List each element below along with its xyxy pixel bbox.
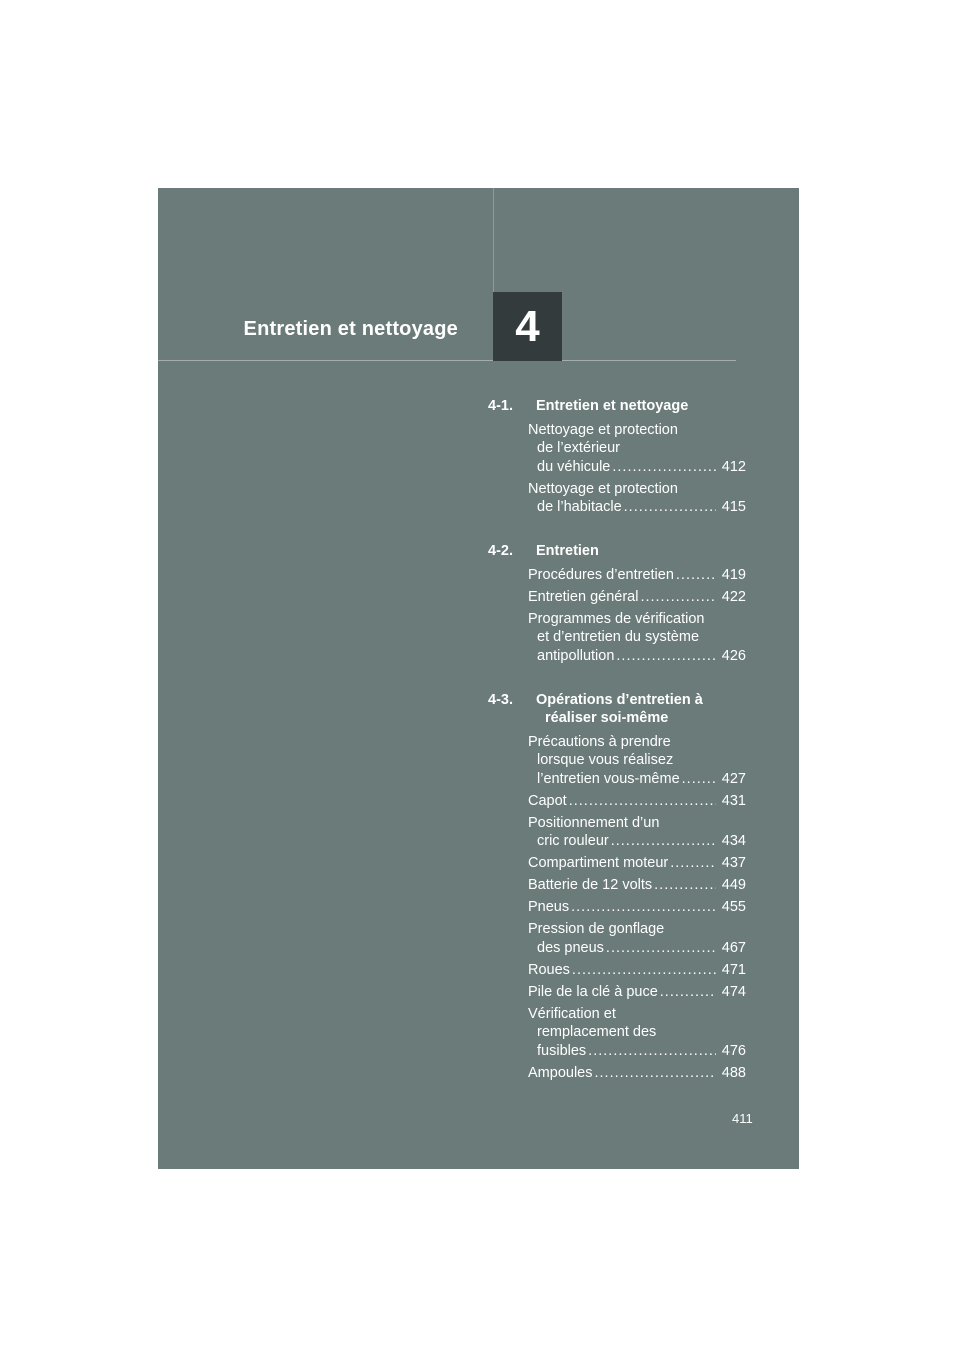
dot-leader <box>588 1042 716 1061</box>
dot-leader <box>572 961 716 980</box>
dot-leader <box>660 983 716 1002</box>
toc-entry-line <box>528 566 746 585</box>
dot-leader <box>569 792 716 811</box>
toc-entry-text: Roues <box>528 961 570 978</box>
chapter-number: 4 <box>493 292 562 361</box>
dot-leader <box>612 458 715 477</box>
toc-entry[interactable] <box>488 1005 746 1061</box>
toc-entry-line <box>528 898 746 917</box>
section-number: 4-2. <box>488 543 513 559</box>
toc-page-number: 437 <box>721 855 746 871</box>
section-title <box>488 397 746 416</box>
toc-entry-line: Vérification et <box>528 1005 616 1022</box>
toc-entry-text: Entretien général <box>528 588 639 605</box>
section-title-line: Entretien <box>536 543 599 559</box>
toc-entry[interactable] <box>488 876 746 895</box>
toc-entry-line: Précautions à prendre <box>528 733 671 750</box>
toc-entry-line: de l’extérieur <box>537 440 621 456</box>
toc-entry-line: Pression de gonflage <box>528 921 665 937</box>
page-number: 411 <box>732 1111 753 1126</box>
toc-entry-line <box>528 876 746 895</box>
toc-entry[interactable] <box>488 566 746 585</box>
section-heading <box>488 542 746 561</box>
section-number: 4-1. <box>488 398 513 414</box>
toc-entry-text: antipollution <box>537 647 615 664</box>
toc-entry[interactable] <box>488 814 746 851</box>
toc-entry-line <box>528 458 746 477</box>
toc-entry[interactable] <box>488 1064 746 1083</box>
section-title <box>488 691 746 728</box>
toc-entry[interactable] <box>488 733 746 789</box>
section-heading <box>488 691 746 728</box>
dot-leader <box>640 588 715 607</box>
toc-page-number: 449 <box>721 877 746 893</box>
toc-page-number: 434 <box>721 833 746 849</box>
toc-entry-line <box>528 939 746 958</box>
toc-page-number: 471 <box>721 961 746 978</box>
divider-vertical <box>493 188 494 292</box>
toc-entry[interactable] <box>488 421 746 477</box>
toc-page-number: 474 <box>721 983 746 1000</box>
toc-entry-text: du véhicule <box>537 458 611 475</box>
chapter-title: Entretien et nettoyage <box>243 318 458 340</box>
toc-entry-text: cric rouleur <box>537 833 609 849</box>
dot-leader <box>654 876 716 895</box>
toc-entry-line <box>528 498 746 517</box>
toc-entry[interactable] <box>488 983 746 1002</box>
toc-entry-line <box>528 647 746 666</box>
toc-entry[interactable] <box>488 792 746 811</box>
toc-entry-line: Positionnement d’un <box>528 814 660 831</box>
toc-entry-text: fusibles <box>537 1042 587 1059</box>
divider-horizontal <box>158 360 736 361</box>
section-gap <box>488 669 746 691</box>
section-title-line: Opérations d’entretien à <box>536 691 703 708</box>
dot-leader <box>676 566 716 585</box>
dot-leader <box>670 854 716 873</box>
section-heading <box>488 397 746 416</box>
toc-entry-line <box>528 1042 746 1061</box>
dot-leader <box>606 939 716 958</box>
dot-leader <box>594 1064 715 1083</box>
toc-entry-line: Nettoyage et protection <box>528 480 678 497</box>
toc-entry-line: lorsque vous réalisez <box>537 752 674 768</box>
toc-entry[interactable] <box>488 480 746 517</box>
toc-entry-text: Pile de la clé à puce <box>528 983 658 1000</box>
section-title-line: Entretien et nettoyage <box>536 398 689 414</box>
toc-entry[interactable] <box>488 610 746 666</box>
toc-entry[interactable] <box>488 920 746 957</box>
toc-entry-line <box>528 983 746 1002</box>
toc-entry[interactable] <box>488 898 746 917</box>
toc-page-number: 422 <box>721 588 746 605</box>
toc-entry-line <box>528 854 746 873</box>
dot-leader <box>611 832 716 851</box>
toc-entry-text: Capot <box>528 792 567 809</box>
dot-leader <box>682 770 716 789</box>
toc-page-number: 476 <box>721 1042 746 1059</box>
toc-page-number: 427 <box>721 770 746 787</box>
toc-entry-line <box>528 832 746 851</box>
toc-page-number: 412 <box>721 458 746 475</box>
table-of-contents <box>488 397 746 1086</box>
section-title-line: réaliser soi-même <box>545 710 669 726</box>
toc-entry-line <box>528 961 746 980</box>
toc-entry[interactable] <box>488 588 746 607</box>
toc-entry-line <box>528 1064 746 1083</box>
dot-leader <box>571 898 716 917</box>
toc-entry-text: Pneus <box>528 899 570 915</box>
toc-entry-line: et d’entretien du système <box>537 629 700 645</box>
toc-entry-line: remplacement des <box>537 1024 657 1040</box>
toc-entry[interactable] <box>488 961 746 980</box>
toc-entry-text: de l’habitacle <box>537 499 622 515</box>
toc-entry-text: Batterie de 12 volts <box>528 877 653 893</box>
toc-page-number: 455 <box>721 899 746 915</box>
section-gap <box>488 520 746 542</box>
section-number: 4-3. <box>488 691 513 708</box>
toc-page-number: 488 <box>721 1064 746 1081</box>
toc-entry-text: l’entretien vous-même <box>537 770 680 787</box>
toc-entry-text: des pneus <box>537 939 604 956</box>
toc-page-number: 415 <box>721 499 746 515</box>
toc-entry-text: Compartiment moteur <box>528 855 669 871</box>
toc-entry-line <box>528 792 746 811</box>
toc-entry-text: Procédures d’entretien <box>528 566 674 583</box>
toc-entry-line <box>528 770 746 789</box>
toc-entry-text: Ampoules <box>528 1064 593 1081</box>
toc-entry[interactable] <box>488 854 746 873</box>
toc-page-number: 426 <box>721 647 746 664</box>
toc-entry-line: Nettoyage et protection <box>528 421 678 438</box>
toc-page-number: 419 <box>721 566 746 583</box>
toc-entry-line: Programmes de vérification <box>528 610 705 627</box>
dot-leader <box>624 498 716 517</box>
toc-entry-line <box>528 588 746 607</box>
toc-page-number: 431 <box>721 792 746 809</box>
chapter-panel <box>158 188 799 1169</box>
section-title <box>488 542 746 561</box>
dot-leader <box>616 647 715 666</box>
toc-page-number: 467 <box>721 939 746 956</box>
